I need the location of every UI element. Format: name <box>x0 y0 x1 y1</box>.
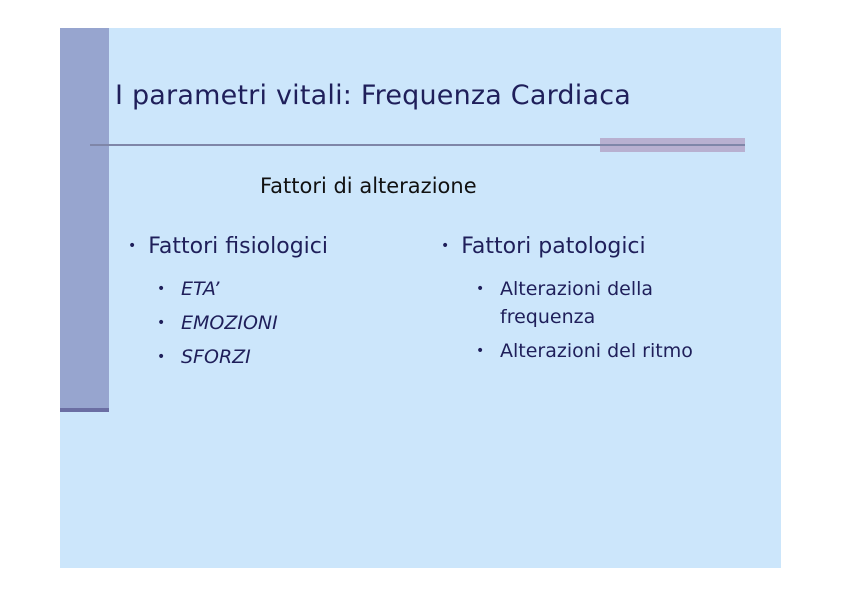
left-accent-bar-shadow <box>60 408 109 412</box>
heading-label: Fattori patologici <box>461 234 646 259</box>
bullet-icon: • <box>157 349 166 365</box>
list-item <box>476 275 693 331</box>
slide-title: I parametri vitali: Frequenza Cardiaca <box>115 80 632 111</box>
list-item-label-line2: frequenza <box>500 306 596 328</box>
left-accent-bar <box>60 28 109 410</box>
physiological-factors-list <box>157 272 278 374</box>
title-divider-accent-line <box>600 144 745 146</box>
slide-subtitle: Fattori di alterazione <box>260 174 477 198</box>
list-item-label: EMOZIONI <box>181 312 278 334</box>
list-item <box>476 337 693 365</box>
bullet-icon: • <box>476 343 485 359</box>
list-item-label: ETA’ <box>181 278 220 300</box>
pathological-factors-heading <box>441 234 646 259</box>
bullet-icon: • <box>476 281 485 297</box>
bullet-icon: • <box>128 238 137 254</box>
list-item <box>157 306 278 340</box>
physiological-factors-heading <box>128 234 328 259</box>
pathological-factors-list <box>476 275 693 365</box>
list-item-label: SFORZI <box>181 346 251 368</box>
list-item-label-line1: Alterazioni del ritmo <box>500 340 693 362</box>
bullet-icon: • <box>157 281 166 297</box>
list-item-label-line1: Alterazioni della <box>500 278 654 300</box>
heading-label: Fattori fisiologici <box>148 234 328 259</box>
title-divider <box>90 144 600 146</box>
list-item <box>157 340 278 374</box>
list-item <box>157 272 278 306</box>
bullet-icon: • <box>157 315 166 331</box>
bullet-icon: • <box>441 238 450 254</box>
